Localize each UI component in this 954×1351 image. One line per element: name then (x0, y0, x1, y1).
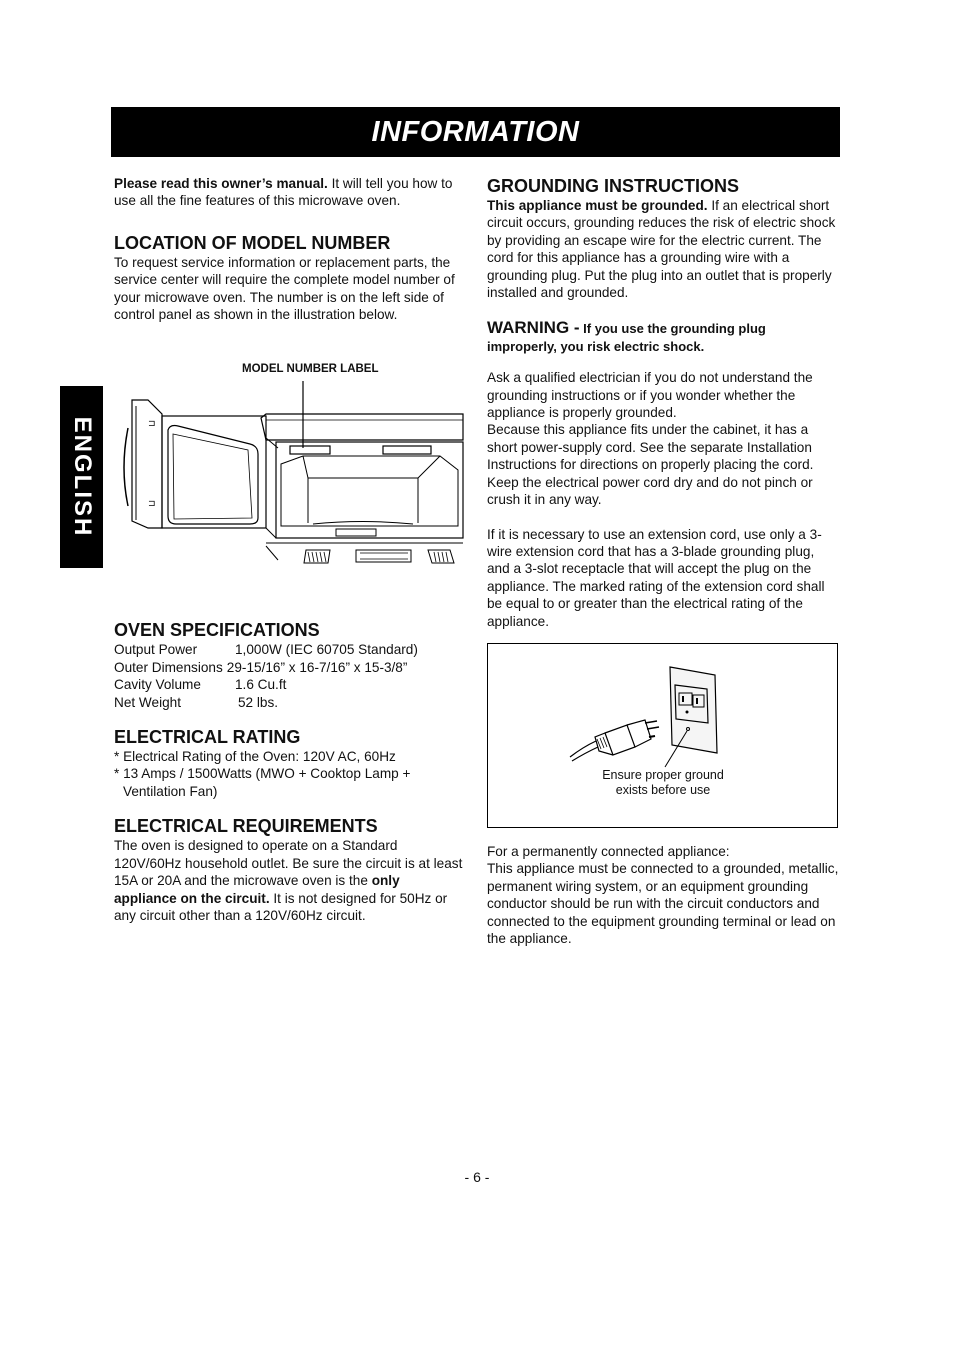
spec-row (114, 641, 466, 658)
requirements-heading: ELECTRICAL REQUIREMENTS (114, 816, 378, 837)
right-column (487, 175, 839, 630)
permanent-connection-section (487, 843, 839, 947)
spec-key: Net Weight (114, 694, 181, 710)
grounding-bold: This appliance must be grounded. (487, 198, 708, 213)
intro-bold: Please read this owner’s manual. (114, 176, 328, 191)
warning-label: WARNING - (487, 318, 580, 338)
requirements-text: The oven is designed to operate on a Standard 120V/60Hz household outlet. Be sure the circuit is at least 15A or 20A and the microwave oven is the (114, 838, 463, 889)
page-number: - 6 - (464, 1169, 490, 1185)
spec-key: Output Power (114, 642, 198, 658)
grounding-intro (487, 197, 839, 301)
specs-heading: OVEN SPECIFICATIONS (114, 620, 320, 641)
spec-row (114, 676, 466, 693)
spec-value: 29-15/16” x 16-7/16” x 15-3/8” (226, 659, 408, 675)
permanent-connection-body: This appliance must be connected to a grounded, metallic, permanent wiring system, or an equipment grounding conductor should be run with the circuit conductors and connected to the equipment grounding terminal or lead on the appliance. (487, 861, 839, 947)
spec-key: Outer Dimensions (114, 659, 223, 675)
spec-key: Cavity Volume (114, 677, 201, 693)
svg-text:⊐: ⊐ (148, 499, 156, 509)
spec-value: 1.6 Cu.ft (235, 677, 287, 693)
spec-row (114, 694, 466, 711)
requirements-body (114, 837, 466, 924)
spec-row (114, 659, 466, 676)
intro-paragraph (114, 175, 466, 210)
permanent-connection-heading: For a permanently connected appliance: (487, 844, 730, 859)
grounding-body: If an electrical short circuit occurs, grounding reduces the risk of electric shock by providing an escape wire for the electric current. The cord for this appliance has a grounding wire with a grounding plug. Put the plug into an outlet that is properly installed and grounded. (487, 198, 836, 301)
spec-value: 1,000W (IEC 60705 Standard) (235, 642, 418, 658)
grounding-plug-illustration (565, 665, 725, 765)
grounding-para-2: Because this appliance fits under the cabinet, it has a short power-supply cord. See the separate Installation Instructions for directions on properly placing the cord. Keep the electrical power cord dry and do not pinch or crush it in any way. (487, 422, 814, 508)
grounding-figure-caption (583, 768, 743, 797)
warning-paragraph (487, 319, 839, 355)
location-body: To request service information or replacement parts, the service center will require the complete model number of your microwave oven. The number is on the left side of control panel as shown in the illustration below. (114, 254, 455, 323)
rating-item: * 13 Amps / 1500Watts (MWO + Cooktop Lamp + Ventilation Fan) (114, 766, 411, 799)
grounding-para-1: Ask a qualified electrician if you do not understand the grounding instructions or if you wonder whether the appliance is properly grounded. (487, 370, 813, 421)
rating-item: * Electrical Rating of the Oven: 120V AC, 60Hz (114, 749, 396, 765)
caption-line-2: exists before use (615, 782, 711, 797)
grounding-para-3: If it is necessary to use an extension cord, use only a 3-wire extension cord that has a 3-blade grounding plug, and a 3-slot receptacle that will accept the plug on the appliance. The marked rating of the extension cord shall be equal to or greater than the electrical rating of the appliance. (487, 526, 825, 629)
svg-text:⊐: ⊐ (148, 419, 156, 429)
location-heading: LOCATION OF MODEL NUMBER (114, 232, 391, 253)
language-tab (60, 386, 103, 568)
intro-text: It will tell you how to use all the fine features of this microwave oven. (114, 176, 453, 209)
caption-line-1: Ensure proper ground (602, 768, 724, 782)
page-title-banner (111, 107, 840, 157)
language-tab-label: ENGLISH (68, 416, 96, 538)
model-number-label-caption: MODEL NUMBER LABEL (242, 363, 379, 375)
requirements-text-end: It is not designed for 50Hz or any circuit other than a 120V/60Hz circuit. (114, 890, 448, 923)
page-title: INFORMATION (371, 115, 580, 148)
grounding-heading: GROUNDING INSTRUCTIONS (487, 176, 739, 196)
warning-text: If you use the grounding plug improperly, you risk electric shock. (487, 321, 766, 354)
rating-heading: ELECTRICAL RATING (114, 727, 301, 748)
spec-value: 52 lbs. (238, 694, 279, 710)
microwave-illustration (118, 378, 463, 568)
requirements-bold: only appliance on the circuit. (114, 873, 400, 906)
